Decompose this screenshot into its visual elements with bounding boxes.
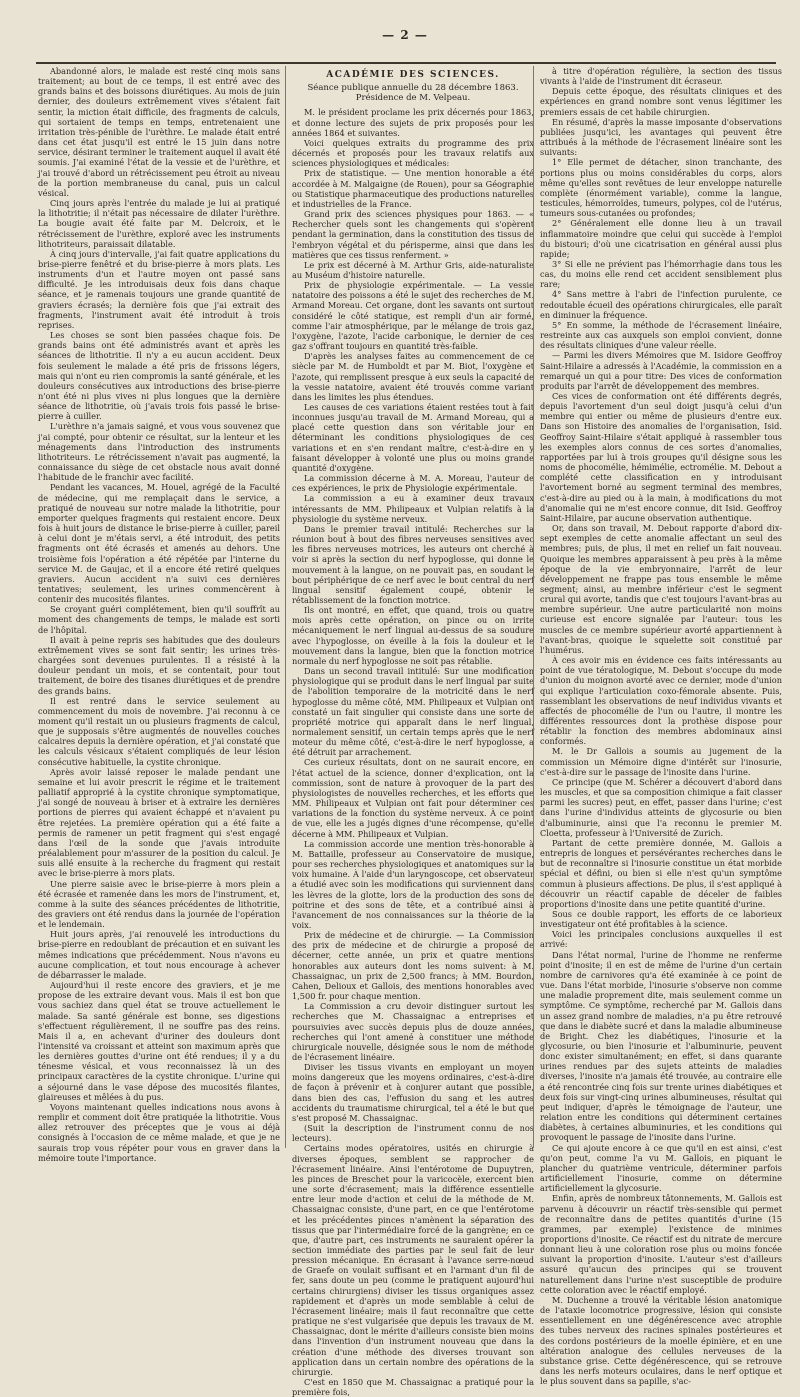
paragraph: Le prix est décerné à M. Arthur Gris, aide-naturaliste au Muséum d'histoire naturelle. (292, 259, 534, 280)
paragraph: Voici les principales conclusions auxquelles il est arrivé: (540, 929, 782, 950)
section-presidence: Présidence de M. Velpeau. (355, 93, 471, 104)
paragraph: Abandonné alors, le malade est resté cinq mois sans traitement; au bout de ce temps, il est entré avec des grands bains et des boissons diurétiques. Au mois de juin dernier, des douleurs extrêmement vives s'étaient fait sentir, la miction était difficile, des fragments de calculs, qui sortaient de temps en temps, entretenaient une irritation très-pénible de l'urèthre. Le malade était entré dans cet état jusqu'il est entré le 15 juin dans notre service, désirant terminer le traitement auquel il avait été soumis. J'ai examiné l'état de la vessie et de l'urèthre, et j'ai trouvé d'abord un rétrécissement peu étroit au niveau de la portion membraneuse du canal, puis un calcul vésical. (38, 66, 280, 198)
paragraph: Dans le premier travail intitulé: Recherches sur la réunion bout à bout des fibres nerveuses sensitives avec les fibres nerveuses motrices, les auteurs ont cherché à voir si après la section du nerf hypoglosse, qui donne le mouvement à la langue, on ne pouvait pas, en soudant le bout périphérique de ce nerf avec le bout central du nerf lingual sensitif également coupé, obtenir le rétablissement de la fonction motrice. (292, 523, 534, 605)
paragraph: Certains modes opératoires, usités en chirurgie à diverses époques, semblent se rapprocher de l'écrasement linéaire. Ainsi l'entérotome de Dupuytren, les pinces de Breschet pour la varicocèle, exercent bien une sorte d'écrasement; mais la différence essentielle entre leur mode d'action et celui de la méthode de M. Chassaignac consiste, d'une part, en ce que l'entérotome et les précédentes pinces n'amènent la séparation des tissus que par l'intermédiaire forcé de la gangrène; en ce que, d'autre part, ces instruments ne sauraient opérer la section immédiate des parties par le seul fait de leur pression mécanique. En écrasant à l'avance serre-nœud de Graefe on voulait suffisant et en l'armant d'un fil de fer, sans doute un peu (comme le pratiquent aujourd'hui certains chirurgiens) diviser les tissus organiques assez rapidement et d'après un mode semblable à celui de l'écrasement linéaire; mais il faut reconnaître que cette pratique ne s'est vulgarisée que depuis les travaux de M. Chassaignac, dont le mérite d'ailleurs consiste bien moins dans l'invention d'un instrument nouveau que dans la création d'une méthode des diverses trouvant son application dans un certain nombre des opérations de la chirurgie. (292, 1143, 534, 1377)
paragraph: Dans un second travail intitulé: Sur une modification physiologique qui se produit dans le nerf lingual par suite de l'abolition temporaire de la motricité dans le nerf hypoglosse du même côté, MM. Philipeaux et Vulpian ont constaté un fait singulier qui consiste dans une sorte de propriété motrice qui apparaît dans le nerf lingual, normalement sensitif, un certain temps après que le nerf moteur du même côté, c'est-à-dire le nerf hypoglosse, a été détruit par arrachement. (292, 666, 534, 758)
paragraph: La Commission a cru devoir distinguer surtout les recherches que M. Chassaignac a entreprises et poursuivies avec succès depuis plus de douze années, recherches qui l'ont amené à constituer une méthode chirurgicale nouvelle, désignée sous le nom de méthode de l'écrasement linéaire. (292, 1001, 534, 1062)
paragraph: Une pierre saisie avec le brise-pierre à mors plein a été écrasée et ramenée dans les mors de l'instrument, et, comme à la suite des séances précédentes de lithotritie, des graviers ont été rendus dans la journée de l'opération et le lendemain. (38, 878, 280, 930)
paragraph: Or, dans son travail, M. Debout rapporte d'abord dix-sept exemples de cette anomalie affectant un seul des membres; puis, de plus, il met en relief un fait nouveau. Quoique les membres apparaissent à peu près à la même époque de la vie embryonnaire, l'arrêt de leur développement ne frappe pas tous ensemble le même segment; ainsi, au membre inférieur c'est le segment crural qui avorte, tandis que c'est toujours l'avant-bras au membre supérieur. Une autre particularité non moins curieuse est encore signalée par l'auteur: tous les muscles de ce membre supérieur avorté appartiennent à l'avant-bras, quoique le squelette soit constitué par l'humérus. (540, 523, 782, 655)
paragraph: C'est en 1850 que M. Chassaignac a pratiqué pour la première fois, (292, 1377, 534, 1397)
column-2 (292, 66, 534, 1397)
paragraph: Prix de statistique. — Une mention honorable a été accordée à M. Malgaigne (de Rouen), pour sa Géographie ou Statistique pharmaceutique des productions naturelles et industrielles de la France. (292, 168, 534, 209)
paragraph: Cinq jours après l'entrée du malade je lui ai pratiqué la lithotritie; il n'était pas nécessaire de dilater l'urèthre. La bougie avait été faite par M. Delcroix, et le rétrécissement de l'urèthre, exploré avec les instruments lithotriteurs, paraissait dilatable. (38, 198, 280, 249)
paragraph: Il avait à peine repris ses habitudes que des douleurs extrêmement vives se sont fait sentir; les urines très-chargées sont devenues purulentes. Il a résisté à la douleur pendant un mois, et se contentait, pour tout traitement, de boire des tisanes diurétiques et de prendre des grands bains. (38, 634, 280, 696)
paragraph: Ils ont montré, en effet, que quand, trois ou quatre mois après cette opération, on pince ou on irrite mécaniquement le nerf lingual au-dessus de sa soudure avec l'hypoglosse, on éveille à la fois la douleur et le mouvement dans la langue, bien que la fonction motrice normale du nerf hypoglosse ne soit pas rétablie. (292, 605, 534, 666)
column-3 (540, 66, 782, 1387)
paragraph: Partant de cette première donnée, M. Gallois a entrepris de longues et persévérantes recherches dans le but de reconnaître si l'inosurie constitue un état morbide spécial et défini, ou bien si elle n'est qu'un symptôme commun à plusieurs affections. De plus, il s'est appliqué à découvrir un réactif capable de déceler de faibles proportions d'inosite dans une petite quantité d'urine. (540, 837, 782, 909)
paragraph: Voici quelques extraits du programme des prix décernés et proposés pour les travaux relatifs aux sciences physiologiques et médicales: (292, 137, 534, 169)
paragraph: Se croyant guéri complétement, bien qu'il souffrît au moment des changements de temps, le malade est sorti de l'hôpital. (38, 604, 280, 635)
section-subtitle: Séance publique annuelle du 28 décembre 1863. (307, 83, 519, 94)
paragraph: En résumé, d'après la masse imposante d'observations publiées jusqu'ici, les avantages qui peuvent être attribués à la méthode de l'écrasement linéaire sont les suivants: (540, 116, 782, 158)
paragraph: Depuis cette époque, des résultats cliniques et des expériences en grand nombre sont venus légitimer les premiers essais de cet habile chirurgien. (540, 86, 782, 117)
paragraph: Voyons maintenant quelles indications nous avons à remplir et comment doit être pratiquée la lithotritie. Vous allez retrouver des préceptes que je vous ai déjà consignés à l'occasion de ce même malade, et que je ne saurais trop vous répéter pour vous en graver dans la mémoire toute l'importance. (38, 1101, 280, 1163)
column-divider-2 (533, 66, 534, 1148)
paragraph: Pendant les vacances, M. Houel, agrégé de la Faculté de médecine, qui me remplaçait dans le service, a pratiqué de nouveau sur notre malade la lithotritie, pour emporter quelques fragments qui restaient encore. Deux fois à huit jours de distance le brise-pierre à cuiller, pareil à celui dont je m'étais servi, a été introduit, des petits fragments ont été écrasés et amenés au dehors. Une troisième fois l'opération a été répétée par l'interne du service M. de Gaujac, et il a encore été retiré quelques graviers. Aucun accident n'a suivi ces dernières tentatives; seulement, les urines commencèrent à contenir des mucosités filantes. (38, 482, 280, 605)
paragraph: La commission a eu à examiner deux travaux intéressants de MM. Philipeaux et Vulpian relatifs à la physiologie du système nerveux. (292, 493, 534, 524)
paragraph: Ce qui ajoute encore à ce que qu'il en est ainsi, c'est qu'on peut, comme l'a vu M. Gallois, en piquant le plancher du quatrième ventricule, déterminer parfois artificiellement l'inosurie, comme on détermine artificiellement la glycosurie. (540, 1142, 782, 1194)
paragraph: La commission accorde une mention très-honorable à M. Battaille, professeur au Conservatoire de musique, pour ses recherches physiologiques et anatomiques sur la voix humaine. À l'aide d'un laryngoscope, cet observateur a étudié avec soin les modifications qui surviennent dans les lèvres de la glotte, lors de la production des sons de poitrine et des sons de tête, et a contribué ainsi à l'avancement de nos connaissances sur la théorie de la voix. (292, 838, 534, 930)
paragraph: Après avoir laissé reposer le malade pendant une semaine et lui avoir prescrit le régime et le traitement palliatif approprié à la cystite chronique symptomatique, j'ai songé de nouveau à briser et à extraire les dernières portions de pierres qui avaient échappé et n'avaient pu être rejetées. La première opération qui a été faite a permis de ramener un petit fragment qui s'est engagé dans l'œil de la sonde que j'avais introduite préalablement pour m'assurer de la position du calcul. Je suis allé ensuite à la recherche du fragment qui restait avec le brise-pierre à mors plats. (38, 766, 280, 879)
paragraph: 4° Sans mettre à l'abri de l'infection purulente, ce redoutable écueil des opérations chirurgicales, elle paraît en diminuer la fréquence. (540, 289, 782, 320)
paragraph: Huit jours après, j'ai renouvelé les introductions du brise-pierre en redoublant de précaution et en suivant les mêmes indications que précédemment. Nous n'avons eu aucune complication, et tout nous encourage à achever de débarrasser le malade. (38, 929, 280, 980)
paragraph: à titre d'opération régulière, la section des tissus vivants à l'aide de l'instrument dit écraseur. (540, 66, 782, 87)
paragraph: Ce principe (que M. Schérer a découvert d'abord dans les muscles, et que sa composition chimique a fait classer parmi les sucres) peut, en effet, passer dans l'urine; c'est dans l'urine d'individus atteints de glycosurie ou bien d'albuminurie, ainsi que l'a reconnu le premier M. Cloetta, professeur à l'Université de Zurich. (540, 776, 782, 838)
paragraph: 2° Généralement elle donne lieu à un travail inflammatoire moindre que celui qui succède à l'emploi du bistouri; d'où une cicatrisation en général aussi plus rapide; (540, 218, 782, 259)
paragraph: 3° Si elle ne prévient pas l'hémorrhagie dans tous les cas, du moins elle rend cet accident sensiblement plus rare; (540, 258, 782, 290)
page-number: — 2 — (382, 28, 428, 42)
paragraph: M. le président proclame les prix décernés pour 1863, et donne lecture des sujets de prix proposés pour les années 1864 et suivantes. (292, 107, 534, 138)
paragraph: Il est rentré dans le service seulement au commencement du mois de novembre. J'ai reconnu à ce moment qu'il restait un ou plusieurs fragments de calcul, que je supposais s'être augmentés de nouvelles couches calcaires depuis la dernière opération, et j'ai constaté que les calculs vésicaux s'étaient compliqués de leur lésion consécutive habituelle, la cystite chronique. (38, 695, 280, 767)
paragraph: M. le Dr Gallois a soumis au jugement de la commission un Mémoire digne d'intérêt sur l'inosurie, c'est-à-dire sur le passage de l'inosite dans l'urine. (540, 746, 782, 777)
paragraph: À ces avoir mis en évidence ces faits intéressants au point de vue tératologique, M. Debout s'occupe du mode d'union du moignon avorté avec ce dernier, mode d'union qui explique l'articulation coxo-fémorale absente. Puis, rassemblant les observations de neuf individus vivants et affectés de phocomélie de l'un ou l'autre, il montre les différentes ressources dont la prothèse dispose pour rétablir la fonction des membres abdominaux ainsi conformés. (540, 655, 782, 747)
paragraph: M. Duchenne a trouvé la véritable lésion anatomique de l'ataxie locomotrice progressive, lésion qui consiste essentiellement en une dégénérescence avec atrophie des tubes nerveux des racines spinales postérieures et des cordons postérieurs de la moelle épinière, et en une altération analogue des cellules nerveuses de la substance grise. Cette dégénérescence, qui se retrouve dans les nerfs moteurs oculaires, dans le nerf optique et le plus souvent dans sa papille, s'ac- (540, 1294, 782, 1387)
paragraph: — Parmi les divers Mémoires que M. Isidore Geoffroy Saint-Hilaire a adressés à l'Académie, la commission en a remarqué un qui a pour titre: Des vices de conformation produits par l'arrêt de développement des membres. (540, 350, 782, 391)
paragraph: Ces vices de conformation ont été différents degrés, depuis l'avortement d'un seul doigt jusqu'à celui d'un membre qui entier ou même de plusieurs d'entre eux. Dans son Histoire des anomalies de l'organisation, Isid. Geoffroy Saint-Hilaire s'était appliqué à rassembler tous les exemples alors connus de ces sortes d'anomalies, rapportées par lui à trois groupes qu'il désigne sous les noms de phocomélie, hémimélie, ectromélie. M. Debout a complété cette classification en y introduisant l'avortement borné au segment terminal des membres, c'est-à-dire au pied ou à la main, à modifications du mot d'anomalie qui ne m'est encore connue, dit Isid. Geoffroy Saint-Hilaire, par aucune observation authentique. (540, 391, 782, 523)
paragraph: 1° Elle permet de détacher, sinon tranchante, des portions plus ou moins considérables du corps, alors même qu'elles sont revêtues de leur enveloppe naturelle complète (énormément variable), comme la langue, testicules, hémorroïdes, tumeurs, polypes, col de l'utérus, tumeurs sous-cutanées ou profondes; (540, 157, 782, 219)
paragraph: L'urèthre n'a jamais saigné, et vous vous souvenez que j'ai compté, pour obtenir ce résultat, sur la lenteur et les ménagements dans l'introduction des instruments lithotriteurs. Le rétrécissement n'avait pas augmenté, la connaissance du siège de cet obstacle nous avait donné l'habitude de le franchir avec facilité. (38, 421, 280, 483)
paragraph: Les causes de ces variations étaient restées tout à fait inconnues jusqu'au travail de M. Armand Moreau, qui a placé cette question dans son véritable jour en déterminant les conditions physiologiques de ces variations et en s'en rendant maître, c'est-à-dire en y faisant développer à volonté une plus ou moins grande quantité d'oxygène. (292, 402, 534, 473)
paragraph: D'après les analyses faites au commencement de ce siècle par M. de Humboldt et par M. Biot, l'oxygène et l'azote, qui remplissent presque à eux seuls la capacité de la vessie natatoire, avaient été trouvés comme variant dans les limites les plus étendues. (292, 351, 534, 402)
paragraph: Sous ce double rapport, les efforts de ce laborieux investigateur ont été profitables à la science. (540, 908, 782, 930)
column-divider-1 (285, 66, 286, 1148)
paragraph: À cinq jours d'intervalle, j'ai fait quatre applications du brise-pierre fenêtré et du brise-pierre à mors plats. Les instruments d'un et l'autre moyen ont passé sans difficulté. Je les introduisais deux fois dans chaque séance, et je ramenais toujours une grande quantité de graviers écrasés; la dernière fois que j'ai extrait des fragments, l'instrument avait été introduit à trois reprises. (38, 248, 280, 330)
paragraph: Prix de physiologie expérimentale. — La vessie natatoire des poissons a été le sujet des recherches de M. Armand Moreau. Cet organe, dont les savants ont surtout considéré le côté statique, est rempli d'un air formé, comme l'air atmosphérique, par le mélange de trois gaz, l'oxygène, l'azote, l'acide carbonique, le dernier de ces gaz s'offrant toujours en quantité très-faible. (292, 280, 534, 352)
paragraph: Les choses se sont bien passées chaque fois. De grands bains ont été administrés avant et après les séances de lithotritie. Il n'y a eu aucun accident. Deux fois seulement le malade a été pris de frissons légers, mais qui n'ont eu rien compromis la santé générale, et les douleurs consécutives aux introductions des brise-pierre n'ont été ni plus vives ni plus longues que la dernière séance de lithotritie, où j'avais trois fois passé le brise-pierre à cuiller. (38, 330, 280, 422)
paragraph: Enfin, après de nombreux tâtonnements, M. Gallois est parvenu à découvrir un réactif très-sensible qui permet de reconnaître dans de petites quantités d'urine (15 grammes, par exemple) l'existence de minimes proportions d'inosite. Ce réactif est du nitrate de mercure donnant lieu à une coloration rose plus ou moins foncée suivant la proportion d'inosite. L'auteur s'est d'ailleurs assuré qu'aucun des principes qui se trouvent naturellement dans l'urine n'est susceptible de produire cette coloration avec le réactif employé. (540, 1193, 782, 1295)
paragraph: Grand prix des sciences physiques pour 1863. — « Rechercher quels sont les changements qui s'opèrent pendant la germination, dans la constitution des tissus de l'embryon végétal et du périsperme, ainsi que dans les matières que ces tissus renferment. » (292, 209, 534, 260)
paragraph: Dans l'état normal, l'urine de l'homme ne renferme point d'inosite; il en est de même de l'urine d'un certain nombre de carnivores qu'a été examinée à ce point de vue. Dans l'état morbide, l'inosurie s'observe non comme une maladie proprement dite, mais seulement comme un symptôme. Ce symptôme, recherché par M. Gallois dans un assez grand nombre de maladies, n'a pu être retrouvé que dans le diabète sucré et dans la maladie albumineuse de Bright. Chez les diabétiques, l'inosurie et la glycosurie, ou bien l'inosurie et l'albuminurie, peuvent donc exister simultanément; en effet, si dans quarante urines rendues par des sujets atteints de maladies diverses, l'inosite n'a jamais été trouvée, au contraire elle a été rencontrée cinq fois sur trente urines diabétiques et deux fois sur vingt-cinq urines albumineuses, résultat qui peut indiquer, d'après le témoignage de l'auteur, une relation entre les conditions qui déterminent certaines diabètes, à certaines albuminuries, et les conditions qui provoquent le passage de l'inosite dans l'urine. (540, 949, 782, 1143)
section-title: ACADÉMIE DES SCIENCES. (326, 70, 500, 80)
paragraph: 5° En somme, la méthode de l'écrasement linéaire, restreinte aux cas auxquels son emploi convient, donne des résultats cliniques d'une valeur réelle. (540, 319, 782, 351)
paragraph: Prix de médecine et de chirurgie. — La Commission des prix de médecine et de chirurgie a proposé de décerner, cette année, un prix et quatre mentions honorables aux auteurs dont les noms suivent: à M. Chassaignac, un prix de 2,500 francs; à MM. Bourdon, Cahen, Delioux et Gallois, des mentions honorables avec 1,500 fr. pour chaque mention. (292, 930, 534, 1002)
column-2-body (292, 107, 534, 1397)
paragraph: La commission décerne à M. A. Moreau, l'auteur de ces expériences, le prix de Physiologie expérimentale. (292, 473, 534, 494)
header-rule (36, 62, 776, 64)
paragraph: (Suit la description de l'instrument connu de nos lecteurs). (292, 1123, 534, 1144)
column-1 (38, 66, 280, 1163)
paragraph: Diviser les tissus vivants en employant un moyen moins dangereux que les moyens ordinaires, c'est-à-dire de façon à prévenir et à conjurer autant que possible, dans bien des cas, l'effusion du sang et les autres accidents du traumatisme chirurgical, tel a été le but que s'est proposé M. Chassaignac. (292, 1062, 534, 1123)
paragraph: Ces curieux résultats, dont on ne saurait encore, en l'état actuel de la science, donner d'explication, ont la commission, sont de nature à provoquer de la part des physiologistes de nouvelles recherches, et les efforts que MM. Philipeaux et Vulpian ont fait pour déterminer ces variations de la fonction du système nerveux. À ce point de vue, elle les a jugés dignes d'une récompense, qu'elle décerne à MM. Philipeaux et Vulpian. (292, 757, 534, 839)
page-header (40, 28, 770, 48)
paragraph: Aujourd'hui il reste encore des graviers, et je me propose de les extraire devant vous. Mais il est bon que vous sachiez dans quel état se trouve actuellement le malade. Sa santé générale est bonne, ses digestions s'effectuent régulièrement, il ne souffre pas des reins. Mais il a, en achevant d'uriner des douleurs dont l'intensité va croissant et atteint son maximum après que les dernières gouttes d'urine ont été rendues; il y a du ténesme vésical, et vous reconnaissez là un des principaux caractères de la cystite chronique. L'urine qui a séjourné dans le vase dépose des mucosités filantes, glaireuses et mêlées à du pus. (38, 980, 280, 1102)
